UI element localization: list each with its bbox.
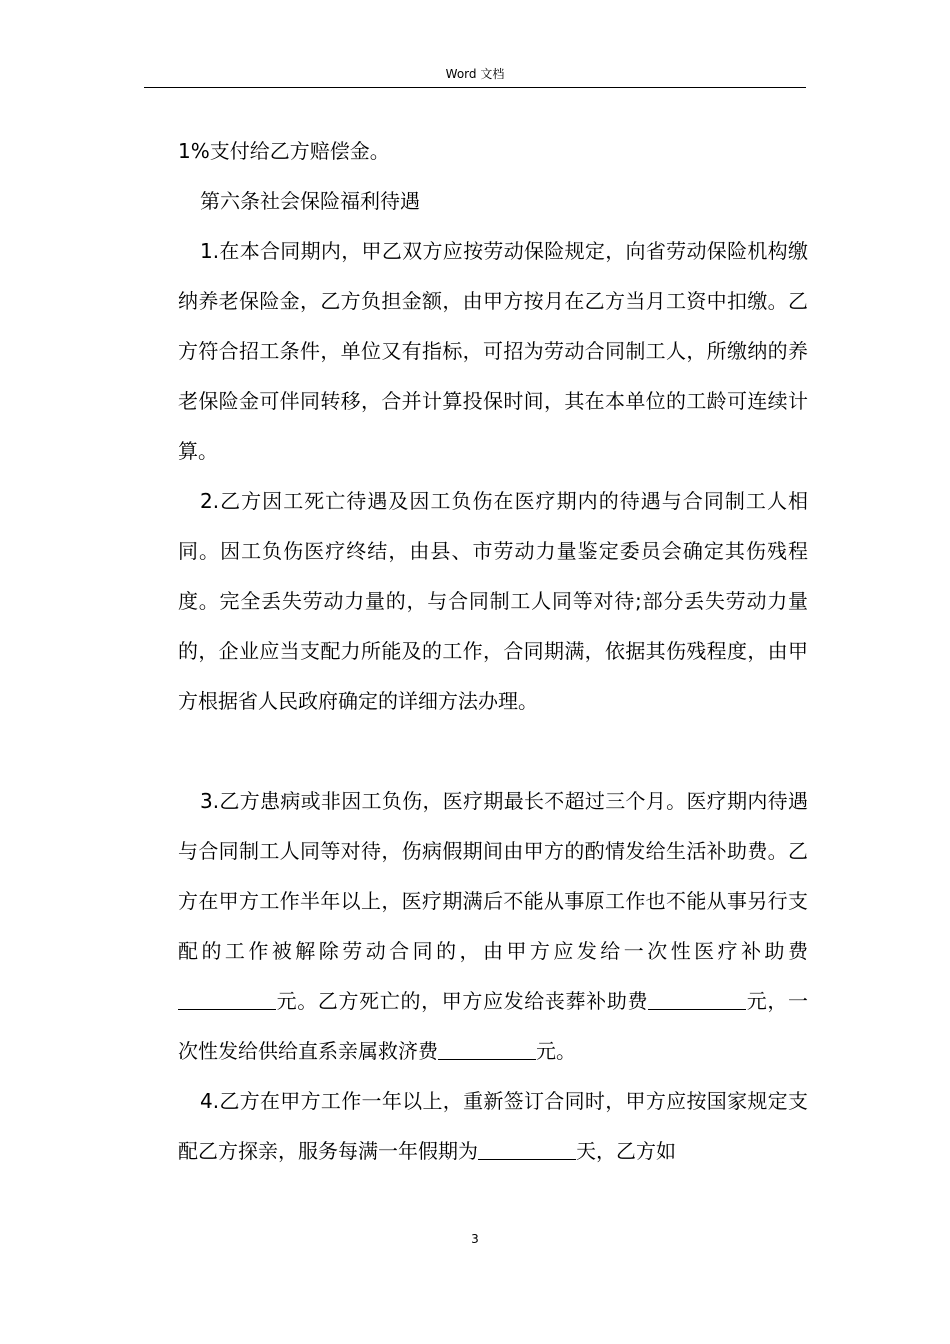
document-body [178, 126, 808, 1176]
paragraph-continuation: 1%支付给乙方赔偿金。 [178, 139, 390, 163]
paragraph-spacer [178, 726, 808, 776]
clause-4-text-part-1: 4.乙方在甲方工作一年以上，重新签订合同时，甲方应按国家规定支配乙方探亲，服务每满一年假期为 [178, 1089, 808, 1163]
clause-4-text-part-2: 天，乙方如 [576, 1139, 676, 1163]
medical-subsidy-blank [178, 989, 276, 1010]
header-divider [144, 87, 806, 88]
section-heading: 第六条社会保险福利待遇 [200, 189, 420, 213]
clause-3-text-part-2: 元。乙方死亡的，甲方应发给丧葬补助费 [276, 989, 649, 1013]
page-header: Word 文档 [445, 67, 505, 81]
paragraph-clause-1: 1.在本合同期内，甲乙双方应按劳动保险规定，向省劳动保险机构缴纳养老保险金，乙方负担金额，由甲方按月在乙方当月工资中扣缴。乙方符合招工条件，单位又有指标，可招为劳动合同制工人，所缴纳的养老保险金可伴同转移，合并计算投保时间，其在本单位的工龄可连续计算。 [178, 239, 808, 463]
paragraph-clause-2: 2.乙方因工死亡待遇及因工负伤在医疗期内的待遇与合同制工人相同。因工负伤医疗终结，由县、市劳动力量鉴定委员会确定其伤残程度。完全丢失劳动力量的，与合同制工人同等对待;部分丢失劳动力量的，企业应当支配力所能及的工作，合同期满，依据其伤残程度，由甲方根据省人民政府确定的详细方法办理。 [178, 489, 808, 713]
leave-days-blank [478, 1139, 576, 1160]
clause-3-text-part-1: 3.乙方患病或非因工负伤，医疗期最长不超过三个月。医疗期内待遇与合同制工人同等对待，伤病假期间由甲方的酌情发给生活补助费。乙方在甲方工作半年以上，医疗期满后不能从事原工作也不能从事另行支配的工作被解除劳动合同的，由甲方应发给一次性医疗补助费 [178, 789, 808, 963]
funeral-subsidy-blank [648, 989, 746, 1010]
relief-fund-blank [438, 1039, 536, 1060]
paragraph-clause-3 [178, 776, 808, 1076]
clause-3-text-part-3: 元，一次性发给供给直系亲属救济费 [178, 989, 809, 1063]
page-number: 3 [471, 1232, 479, 1246]
paragraph-clause-4 [178, 1076, 808, 1176]
clause-3-text-part-4: 元。 [536, 1039, 576, 1063]
